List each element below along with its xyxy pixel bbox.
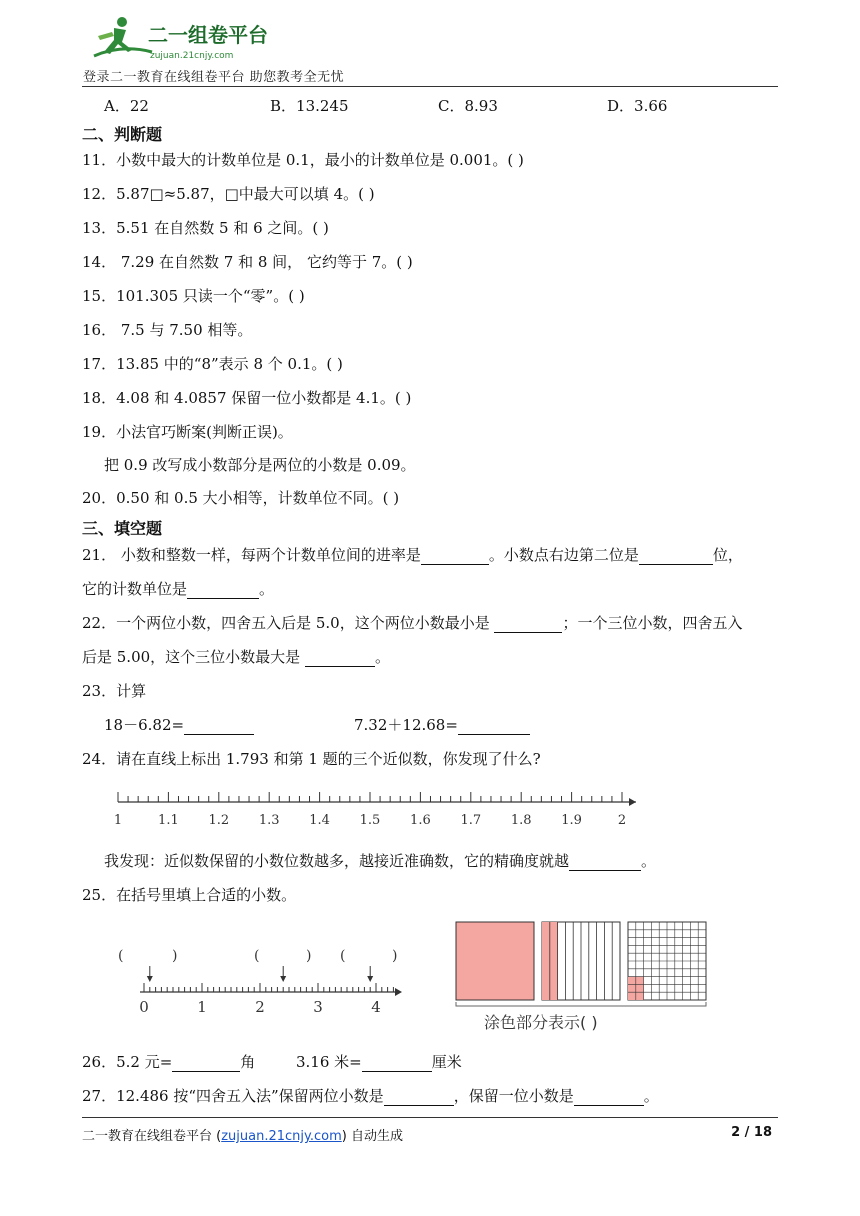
q24-text: 。 — [641, 852, 657, 870]
pointer-arrow-head — [280, 976, 286, 982]
question-27 — [82, 1086, 659, 1106]
question-24: 24．请在直线上标出 1.793 和第 1 题的三个近似数，你发现了什么? — [82, 750, 541, 768]
q27-text: 27．12.486 按“四舍五入法”保留两位小数是 — [82, 1087, 384, 1105]
question-14: 14． 7.29 在自然数 7 和 8 间， 它约等于 7。( ) — [82, 253, 413, 271]
q26-text: 角 — [240, 1053, 256, 1071]
footer-suffix: ) 自动生成 — [341, 1129, 403, 1144]
header-divider — [82, 86, 778, 87]
answer-blank[interactable] — [458, 718, 530, 735]
calc-2 — [354, 715, 530, 735]
tick-label: 1.9 — [561, 813, 582, 828]
question-11: 11．小数中最大的计数单位是 0.1，最小的计数单位是 0.001。( ) — [82, 151, 524, 169]
footer-prefix: 二一教育在线组卷平台 ( — [82, 1129, 222, 1144]
arrow-head — [395, 988, 402, 996]
q21-text: 它的计数单位是 — [82, 580, 188, 598]
answer-blank[interactable] — [384, 1089, 454, 1106]
q27-text: ，保留一位小数是 — [453, 1087, 574, 1105]
runner-icon — [94, 17, 152, 56]
footer-divider — [82, 1117, 778, 1118]
tick-label: 1.4 — [309, 813, 330, 828]
question-20: 20．0.50 和 0.5 大小相等，计数单位不同。( ) — [82, 489, 400, 507]
hundredths-square — [628, 922, 706, 1000]
tick-label: 3 — [313, 998, 323, 1016]
question-24-finding — [104, 851, 656, 871]
q22-text: 22．一个两位小数，四舍五入后是 5.0，这个两位小数最小是 — [82, 614, 495, 632]
calc-expr: 7.32＋12.68= — [354, 716, 458, 734]
question-16: 16． 7.5 与 7.50 相等。 — [82, 321, 253, 339]
question-26 — [82, 1052, 255, 1072]
footer — [82, 1125, 403, 1144]
answer-blank[interactable] — [421, 548, 489, 565]
q22-text: ；一个三位小数，四舍五入 — [562, 614, 743, 632]
answer-blank[interactable] — [187, 582, 259, 599]
question-21-cont — [82, 579, 274, 599]
question-18: 18．4.08 和 4.0857 保留一位小数都是 4.1。( ) — [82, 389, 412, 407]
logo-text: 二一组卷平台 — [148, 23, 268, 47]
option-b: B．13.245 — [270, 97, 349, 115]
tick-label: 2 — [255, 998, 265, 1016]
answer-paren: ) — [172, 948, 178, 964]
question-25: 25．在括号里填上合适的小数。 — [82, 886, 297, 904]
full-square — [456, 922, 534, 1000]
answer-paren: ( — [118, 948, 124, 964]
answer-blank[interactable] — [639, 548, 713, 565]
q26-text: 26．5.2 元= — [82, 1053, 173, 1071]
option-a: A．22 — [104, 97, 149, 115]
section-heading: 三、填空题 — [82, 519, 163, 538]
q26-text: 3.16 米= — [296, 1053, 362, 1071]
answer-blank[interactable] — [362, 1055, 432, 1072]
tick-label: 2 — [617, 813, 627, 828]
tick-label: 0 — [139, 998, 149, 1016]
question-12: 12．5.87□≈5.87，□中最大可以填 4。( ) — [82, 185, 375, 203]
q27-text: 。 — [643, 1087, 659, 1105]
number-line-1-to-2 — [108, 784, 648, 834]
answer-blank[interactable] — [494, 616, 562, 633]
footer-link[interactable]: zujuan.21cnjy.com — [221, 1129, 342, 1144]
logo-url: zujuan.21cnjy.com — [150, 51, 234, 61]
brace — [456, 1002, 706, 1006]
tick-label: 1.7 — [460, 813, 482, 828]
q21-text: 。小数点右边第二位是 — [488, 546, 639, 564]
q21-text: 21． 小数和整数一样，每两个计数单位间的进率是 — [82, 546, 421, 564]
answer-paren: ( — [340, 948, 346, 964]
tick-label: 1.3 — [258, 813, 280, 828]
calc-expr: 18－6.82= — [104, 716, 185, 734]
pointer-arrow-head — [147, 976, 153, 982]
q24-text: 我发现：近似数保留的小数位数越多，越接近准确数，它的精确度就越 — [104, 852, 570, 870]
section-heading: 二、判断题 — [82, 125, 163, 144]
calc-1 — [104, 715, 254, 735]
question-22 — [82, 613, 743, 633]
q22-text: 后是 5.00，这个三位小数最大是 — [82, 648, 305, 666]
squares-caption: 涂色部分表示( ) — [484, 1013, 598, 1032]
question-15: 15．101.305 只读一个“零”。( ) — [82, 287, 305, 305]
answer-paren: ) — [306, 948, 312, 964]
question-21 — [82, 545, 743, 565]
tick-label: 1.5 — [359, 813, 381, 828]
question-26b — [296, 1052, 462, 1072]
option-d: D．3.66 — [607, 97, 668, 115]
tick-label: 1.8 — [510, 813, 532, 828]
question-23: 23．计算 — [82, 682, 147, 700]
answer-blank[interactable] — [574, 1089, 644, 1106]
question-17: 17．13.85 中的“8”表示 8 个 0.1。( ) — [82, 355, 343, 373]
answer-blank[interactable] — [569, 854, 641, 871]
answer-blank[interactable] — [172, 1055, 240, 1072]
q26-text: 厘米 — [431, 1053, 462, 1071]
tick-label: 1.1 — [158, 813, 179, 828]
page-number: 2 / 18 — [731, 1125, 772, 1140]
question-22-cont — [82, 647, 390, 667]
tick-label: 4 — [371, 998, 381, 1016]
decimal-squares-figure — [452, 918, 714, 1036]
pointer-arrow-head — [367, 976, 373, 982]
tick-label: 1.6 — [410, 813, 431, 828]
tick-label: 1.2 — [208, 813, 230, 828]
arrow-head — [629, 798, 636, 806]
question-13: 13．5.51 在自然数 5 和 6 之间。( ) — [82, 219, 329, 237]
question-19-statement: 把 0.9 改写成小数部分是两位的小数是 0.09。 — [104, 456, 416, 474]
tick-label: 1 — [113, 813, 123, 828]
option-c: C．8.93 — [438, 97, 498, 115]
answer-paren: ( — [254, 948, 260, 964]
tick-label: 1 — [197, 998, 207, 1016]
tenths-square — [542, 922, 620, 1000]
answer-paren: ) — [392, 948, 398, 964]
number-line-0-to-4 — [110, 942, 410, 1016]
q21-text: 。 — [259, 580, 275, 598]
answer-blank[interactable] — [305, 650, 375, 667]
tagline: 登录二一教育在线组卷平台 助您教考全无忧 — [83, 70, 345, 85]
question-19: 19．小法官巧断案(判断正误)。 — [82, 423, 293, 441]
answer-blank[interactable] — [184, 718, 254, 735]
q21-text: 位， — [712, 546, 743, 564]
logo — [92, 14, 302, 64]
q22-text: 。 — [374, 648, 390, 666]
